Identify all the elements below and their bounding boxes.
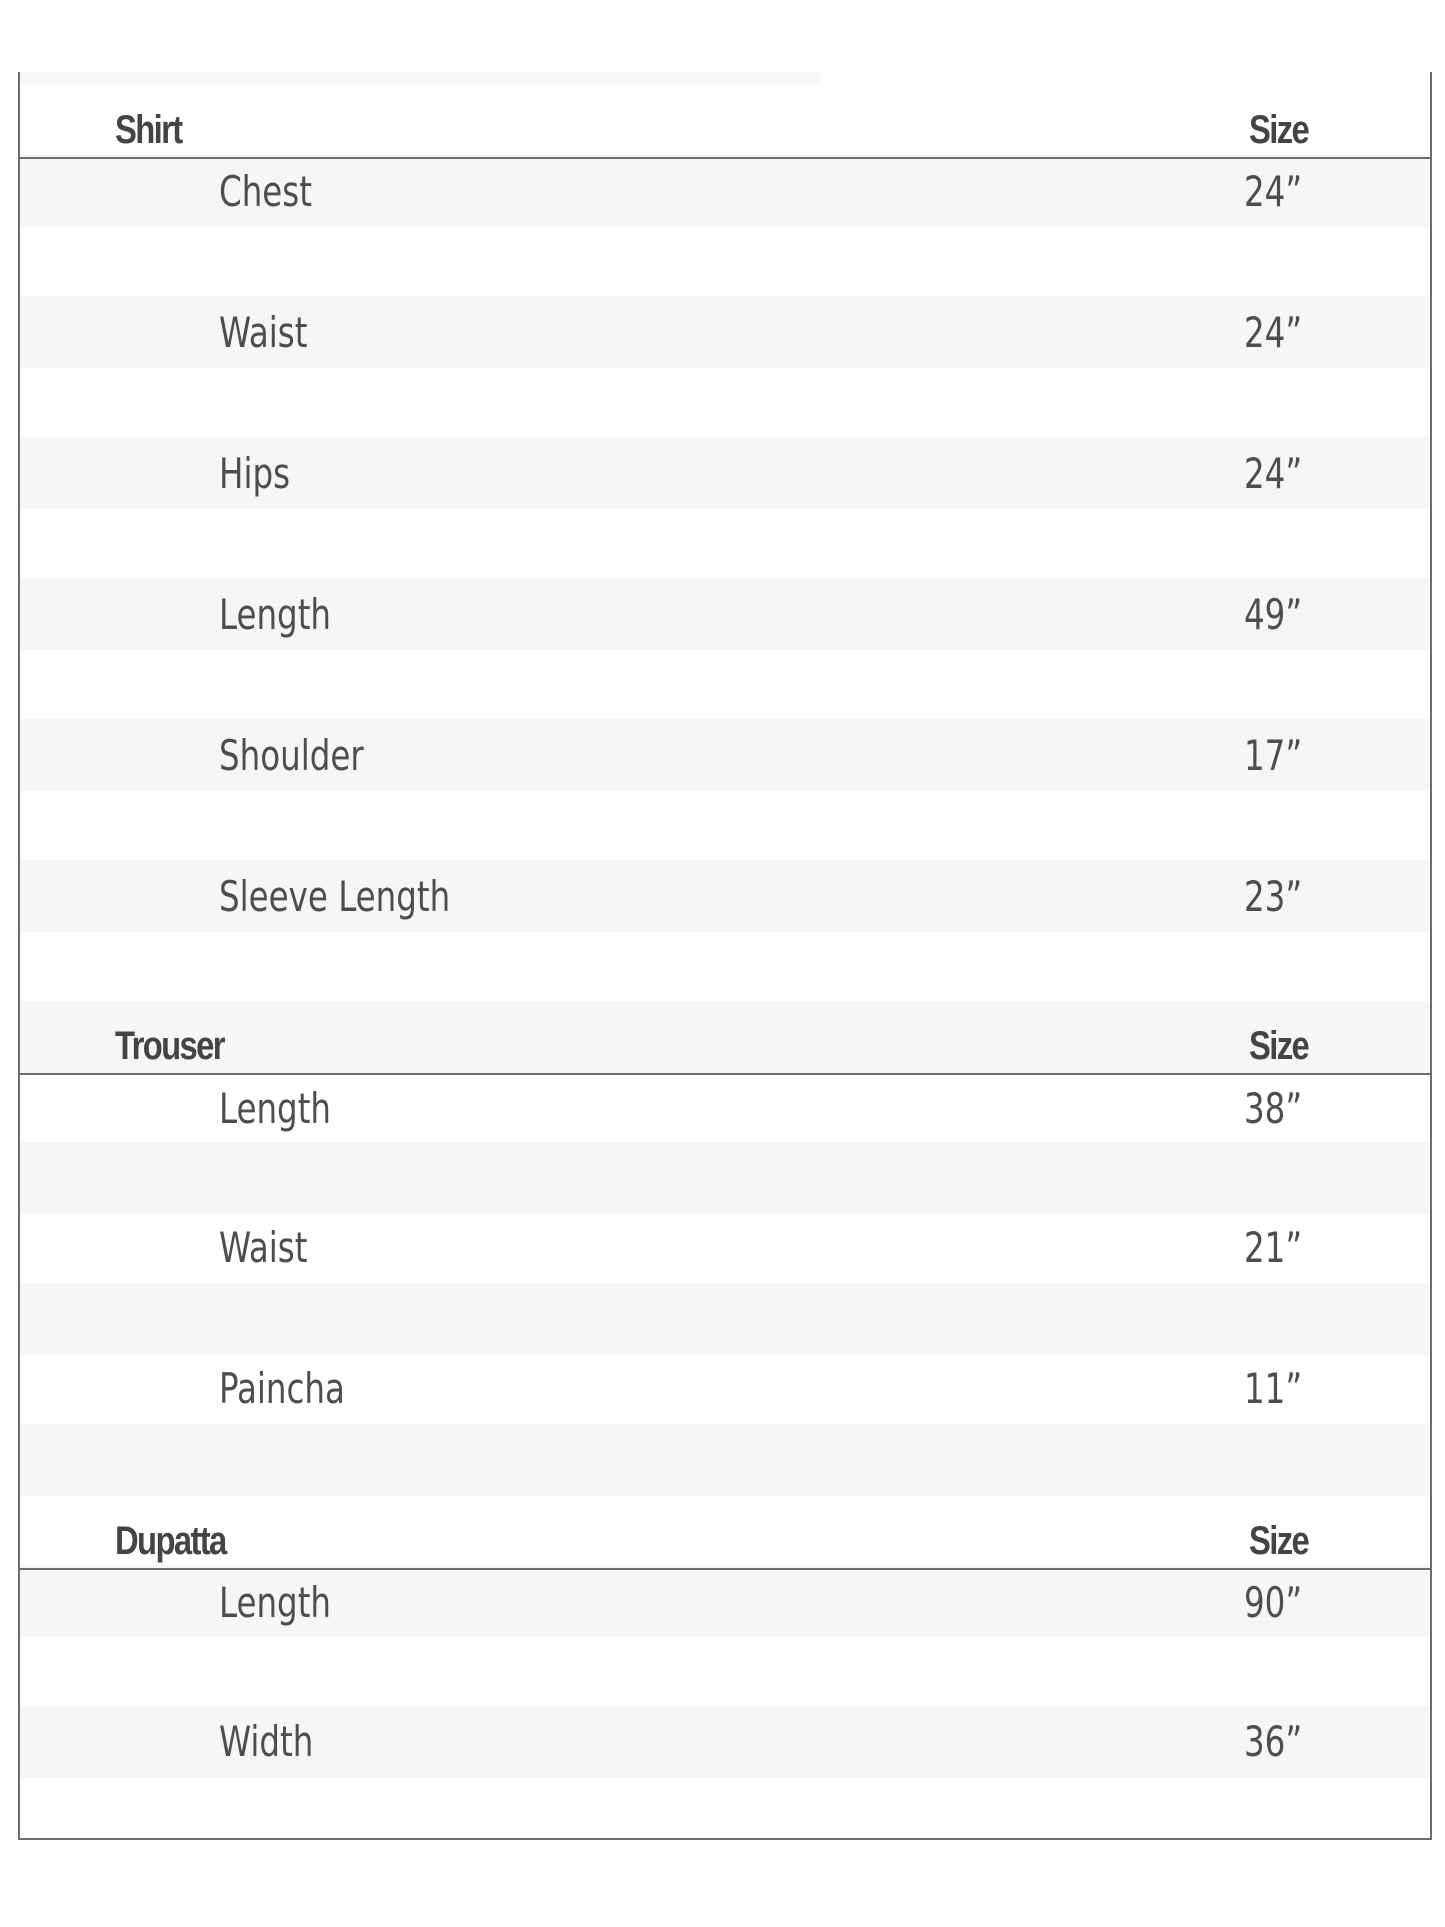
section-title: Dupatta <box>115 1519 226 1563</box>
measurement-row <box>20 155 1430 227</box>
section-title: Trouser <box>115 1024 224 1068</box>
measurement-label: Length <box>219 1578 332 1627</box>
size-column-header: Size <box>1249 108 1309 152</box>
measurement-label: Waist <box>219 1223 308 1272</box>
measurement-value: 24” <box>1244 449 1303 498</box>
size-column-header: Size <box>1249 1024 1309 1068</box>
row-band <box>20 1142 1430 1214</box>
measurement-value: 90” <box>1244 1578 1303 1627</box>
size-column-header: Size <box>1249 1519 1309 1563</box>
measurement-value: 21” <box>1244 1223 1303 1272</box>
row-band <box>20 1283 1430 1355</box>
measurement-value: 17” <box>1244 731 1303 780</box>
measurement-row <box>20 1211 1430 1283</box>
measurement-row <box>20 1072 1430 1144</box>
measurement-value: 49” <box>1244 590 1303 639</box>
measurement-value: 38” <box>1244 1084 1303 1133</box>
measurement-label: Paincha <box>219 1364 345 1413</box>
measurement-label: Sleeve Length <box>219 872 451 921</box>
measurement-value: 23” <box>1244 872 1303 921</box>
measurement-label: Shoulder <box>219 731 364 780</box>
measurement-value: 36” <box>1244 1717 1303 1766</box>
section-header-trouser <box>20 1024 1430 1075</box>
measurement-row <box>20 296 1430 368</box>
measurement-row <box>20 1566 1430 1638</box>
measurement-label: Length <box>219 1084 332 1133</box>
row-band <box>20 1424 1430 1496</box>
measurement-row <box>20 437 1430 509</box>
measurement-label: Waist <box>219 308 308 357</box>
measurement-row <box>20 719 1430 791</box>
measurement-value: 11” <box>1244 1364 1303 1413</box>
measurement-value: 24” <box>1244 167 1303 216</box>
section-header-dupatta <box>20 1519 1430 1570</box>
measurement-value: 24” <box>1244 308 1303 357</box>
top-fade-band <box>20 72 820 84</box>
measurement-label: Length <box>219 590 332 639</box>
measurement-row <box>20 1352 1430 1424</box>
measurement-label: Hips <box>219 449 291 498</box>
measurement-row <box>20 860 1430 932</box>
measurement-row <box>20 578 1430 650</box>
section-title: Shirt <box>115 108 182 152</box>
measurement-label: Chest <box>219 167 312 216</box>
measurement-row <box>20 1705 1430 1777</box>
size-chart <box>18 72 1432 1840</box>
section-header-shirt <box>20 108 1430 159</box>
measurement-label: Width <box>219 1717 314 1766</box>
